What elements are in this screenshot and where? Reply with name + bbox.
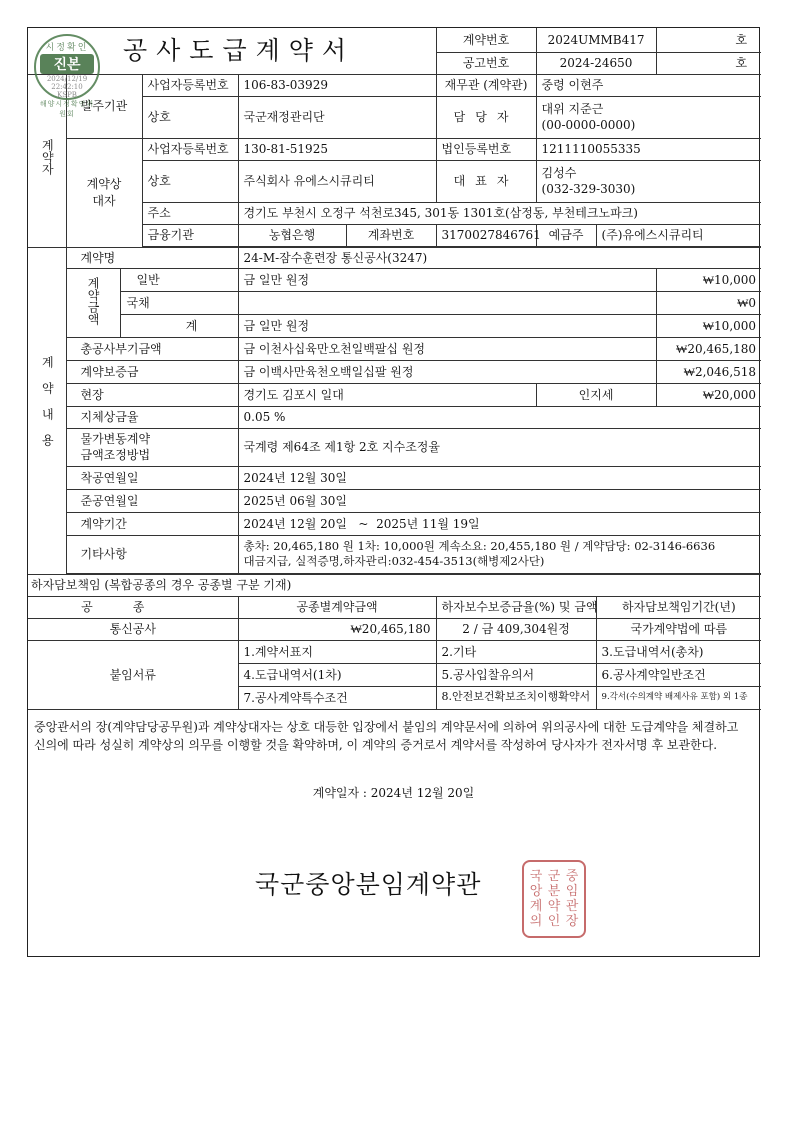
- document-title: 공사도급계약서: [28, 28, 436, 74]
- rep-label: 대표자: [436, 160, 536, 202]
- contents-label-text: 계약내용: [40, 355, 55, 460]
- attachment-item: 9.각서(수의계약 배제사유 포함) 외 1종: [596, 686, 761, 709]
- deposit-label: 계약보증금: [66, 360, 238, 383]
- account-no: 3170027846761: [436, 224, 536, 246]
- total-label: 계: [120, 314, 238, 337]
- amount-label-text: 계약금액: [86, 276, 101, 325]
- rep-info: [536, 160, 761, 202]
- stamp-code: KSPB: [57, 91, 77, 99]
- bond-label: 국채: [120, 291, 238, 314]
- contractor-biz-no: 130-81-51925: [238, 138, 436, 160]
- corp-no-label: 법인등록번호: [436, 138, 536, 160]
- stamp-tax-label: 인지세: [536, 383, 656, 406]
- contractor-label-text: 계약상대자: [86, 177, 122, 208]
- total-amount: ₩10,000: [656, 314, 761, 337]
- other-label: 기타사항: [66, 535, 238, 573]
- start-date: 2024년 12월 30일: [238, 466, 761, 489]
- contents-section-label: [28, 247, 66, 574]
- contract-table: [28, 28, 761, 710]
- attachments-label: 붙임서류: [28, 640, 238, 709]
- warranty-deposit: 2 / 금 409,304원정: [436, 618, 596, 640]
- seal-char: 장: [565, 914, 579, 929]
- deposit-amount: ₩2,046,518: [656, 360, 761, 383]
- seal-char: 분: [547, 884, 561, 899]
- general-amount: ₩10,000: [656, 268, 761, 291]
- notice-no-suffix: 호: [656, 52, 761, 74]
- warranty-amount: ₩20,465,180: [238, 618, 436, 640]
- attachment-item: 8.안전보건확보조치이행확약서: [436, 686, 596, 709]
- contractor-label: [66, 138, 142, 247]
- manager-label: 담당자: [436, 96, 536, 138]
- other-line-1: 총차: 20,465,180 원 1차: 10,000원 계속소요: 20,455,180 원 / 계약담당: 02-3146-6636: [243, 538, 716, 553]
- corp-no: 1211110055335: [536, 138, 761, 160]
- amount-label: [66, 268, 120, 337]
- full-amount: ₩20,465,180: [656, 337, 761, 360]
- seal-char: 인: [547, 914, 561, 929]
- full-amount-text: 금 이천사십육만오천일백팔십 원정: [238, 337, 656, 360]
- general-text: 금 일만 원정: [238, 268, 656, 291]
- stamp-date: 2024/12/19: [46, 75, 88, 83]
- contract-name: 24-M-잠수훈련장 통신공사(3247): [238, 247, 761, 268]
- stamp-bottom-text: 해양시정확인위원회: [39, 100, 95, 118]
- notice-no: 2024-24650: [536, 52, 656, 74]
- contract-no-suffix: 호: [656, 28, 761, 52]
- orderer-biz-no-label: 사업자등록번호: [142, 74, 238, 96]
- holder-name: (주)유에스시큐리티: [596, 224, 761, 246]
- address: 경기도 부천시 오정구 석천로345, 301동 1301호(삼정동, 부천테크노파크): [238, 202, 761, 224]
- rep-phone: (032-329-3030): [541, 182, 636, 196]
- other-line-2: 대금지급, 실적증명,하자관리:032-454-3513(해병제2사단): [243, 554, 545, 569]
- contract-date: 계약일자 : 2024년 12월 20일: [312, 785, 475, 800]
- rep-name: 김성수: [541, 165, 577, 180]
- attachment-item: 2.기타: [436, 640, 596, 663]
- seal-char: 약: [547, 899, 561, 914]
- price-adj-label-text: 물가변동계약금액조정방법: [80, 432, 151, 463]
- site-label: 현장: [66, 383, 238, 406]
- warranty-col-period: 하자담보책임기간(년): [596, 596, 761, 618]
- bond-text: [238, 291, 656, 314]
- warranty-col-deposit: 하자보수보증금율(%) 및 금액: [436, 596, 596, 618]
- end-date-label: 준공연월일: [66, 489, 238, 512]
- bank-label: 금융기관: [142, 224, 238, 246]
- address-label: 주소: [142, 202, 238, 224]
- attachment-item: 6.공사계약일반조건: [596, 663, 761, 686]
- price-adj: 국계령 제64조 제1항 2호 지수조정율: [238, 428, 761, 466]
- seal-char: 군: [547, 869, 561, 884]
- orderer-name: 국군재정관리단: [238, 96, 436, 138]
- seal-char: 의: [529, 914, 543, 929]
- period: 2024년 12월 20일 ~ 2025년 11월 19일: [238, 512, 761, 535]
- total-text: 금 일만 원정: [238, 314, 656, 337]
- attachment-item: 4.도급내역서(1차): [238, 663, 436, 686]
- authenticity-stamp: [34, 34, 100, 118]
- account-label: 계좌번호: [346, 224, 436, 246]
- holder-label: 예금주: [536, 224, 596, 246]
- site: 경기도 김포시 일대: [238, 383, 536, 406]
- price-adj-label: [66, 428, 238, 466]
- contract-no-label: 계약번호: [436, 28, 536, 52]
- stamp-top-text: 시정확인: [45, 43, 89, 53]
- general-label: 일반: [120, 268, 238, 291]
- official-seal: [522, 860, 586, 938]
- warranty-col-amount: 공종별계약금액: [238, 596, 436, 618]
- contractor-name-label: 상호: [142, 160, 238, 202]
- parties-label-text: 계약자: [40, 139, 55, 176]
- seal-char: 계: [529, 899, 543, 914]
- bond-amount: ₩0: [656, 291, 761, 314]
- attachment-item: 5.공사입찰유의서: [436, 663, 596, 686]
- stamp-main-text: 진본: [40, 54, 94, 74]
- warranty-type: 통신공사: [28, 618, 238, 640]
- seal-char: 중: [565, 869, 579, 884]
- orderer-name-label: 상호: [142, 96, 238, 138]
- start-date-label: 착공연월일: [66, 466, 238, 489]
- manager-name: 대위 지준근: [541, 101, 604, 116]
- orderer-biz-no: 106-83-03929: [238, 74, 436, 96]
- manager-info: [536, 96, 761, 138]
- period-label: 계약기간: [66, 512, 238, 535]
- contract-name-label: 계약명: [66, 247, 238, 268]
- warranty-period: 국가계약법에 따름: [596, 618, 761, 640]
- notice-no-label: 공고번호: [436, 52, 536, 74]
- stamp-tax: ₩20,000: [656, 383, 761, 406]
- bank-name: 농협은행: [238, 224, 346, 246]
- warranty-header: 하자담보책임 (복합공종의 경우 공종별 구분 기재): [28, 574, 761, 596]
- contractor-name: 주식회사 유에스시큐리티: [238, 160, 436, 202]
- signer-name: 국군중앙분임계약관: [255, 870, 482, 899]
- attachment-item: 1.계약서표지: [238, 640, 436, 663]
- delay-rate-label: 지체상금율: [66, 406, 238, 428]
- stamp-time: 22:42:10: [51, 83, 83, 91]
- manager-phone: (00-0000-0000): [541, 118, 636, 132]
- contractor-biz-no-label: 사업자등록번호: [142, 138, 238, 160]
- contract-document: [27, 27, 760, 957]
- attachment-item: 7.공사계약특수조건: [238, 686, 436, 709]
- end-date: 2025년 06월 30일: [238, 489, 761, 512]
- deposit-text: 금 이백사만육천오백일십팔 원정: [238, 360, 656, 383]
- seal-char: 임: [565, 884, 579, 899]
- full-amount-label: 총공사부기금액: [66, 337, 238, 360]
- other-info: [238, 535, 761, 573]
- contract-no: 2024UMMB417: [536, 28, 656, 52]
- seal-char: 앙: [529, 884, 543, 899]
- seal-char: 국: [529, 869, 543, 884]
- attachment-item: 3.도급내역서(총차): [596, 640, 761, 663]
- officer-name: 중령 이현주: [536, 74, 761, 96]
- delay-rate: 0.05 %: [238, 406, 761, 428]
- orderer-label: 발주기관: [66, 74, 142, 138]
- officer-label: 재무관 (계약관): [436, 74, 536, 96]
- warranty-col-type: 공종: [28, 596, 238, 618]
- seal-char: 관: [565, 899, 579, 914]
- closing-statement: 중앙관서의 장(계약담당공무원)과 계약상대자는 상호 대등한 입장에서 붙임의 계약문서에 의하여 위의공사에 대한 도급계약을 체결하고 신의에 따라 성실히 계약상의 의무를 이행할 것을 확약하며, 이 계약의 증거로서 계약서를 작성하여 당사자가 전자서명 후 보관한다.: [34, 719, 739, 752]
